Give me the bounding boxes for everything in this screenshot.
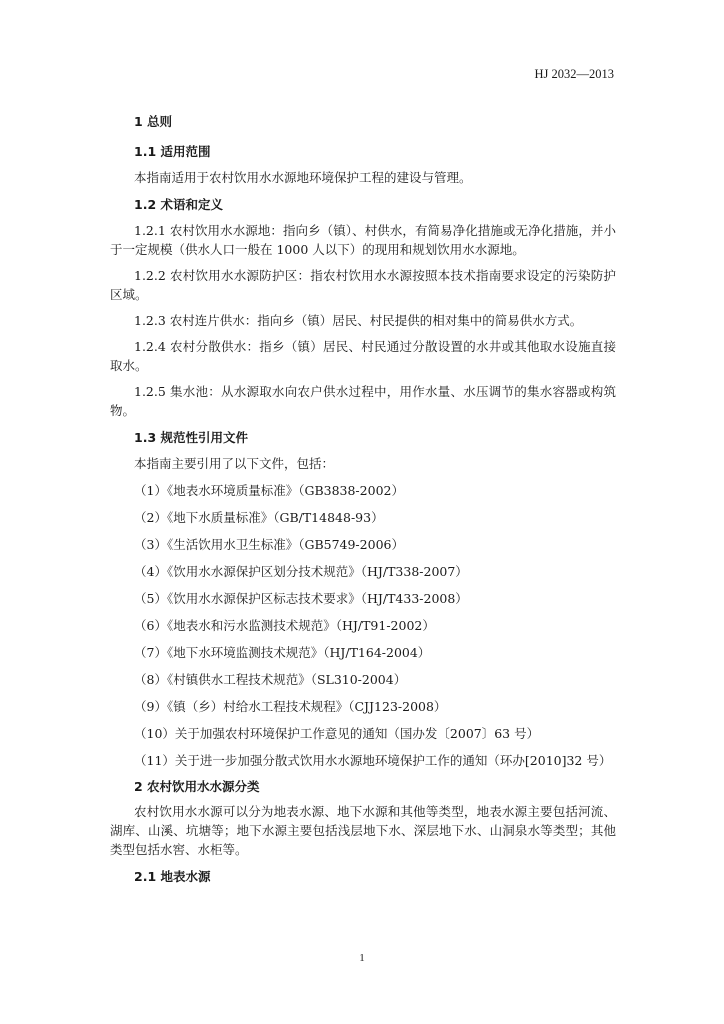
section-2-1-heading: 2.1 地表水源 [134, 869, 211, 884]
section-1-2-heading: 1.2 术语和定义 [134, 197, 223, 212]
term-1-2-5: 1.2.5 集水池：从水源取水向农户供水过程中，用作水量、水压调节的集水容器或构筑物。 [110, 384, 616, 418]
section-2-paragraph: 农村饮用水水源可以分为地表水源、地下水源和其他等类型，地表水源主要包括河流、湖库、山溪、坑塘等；地下水源主要包括浅层地下水、深层地下水、山洞泉水等类型；其他类型包括水窖、水柜等。 [110, 804, 616, 857]
reference-item: （11）关于进一步加强分散式饮用水水源地环境保护工作的通知（环办[2010]32 号） [134, 753, 612, 768]
term-1-2-1: 1.2.1 农村饮用水水源地：指向乡（镇）、村供水，有简易净化措施或无净化措施，并小于一定规模（供水人口一般在 1000 人以下）的现用和规划饮用水水源地。 [110, 223, 616, 257]
reference-item: （1）《地表水环境质量标准》（GB3838-2002） [134, 483, 404, 498]
reference-item: （3）《生活饮用水卫生标准》（GB5749-2006） [134, 537, 404, 552]
reference-list [110, 481, 616, 770]
document-code-header: HJ 2032—2013 [534, 67, 614, 81]
reference-item: （8）《村镇供水工程技术规范》（SL310-2004） [134, 672, 407, 687]
reference-item: （5）《饮用水水源保护区标志技术要求》（HJ/T433-2008） [134, 591, 468, 606]
section-1-3-heading: 1.3 规范性引用文件 [134, 430, 248, 445]
section-2-heading: 2 农村饮用水水源分类 [134, 779, 260, 794]
page-number: 1 [359, 952, 365, 964]
reference-item: （2）《地下水质量标准》（GB/T14848-93） [134, 510, 384, 525]
section-1-heading: 1 总则 [134, 114, 173, 129]
term-1-2-2: 1.2.2 农村饮用水水源防护区：指农村饮用水水源按照本技术指南要求设定的污染防护区域。 [110, 268, 616, 302]
term-1-2-4: 1.2.4 农村分散供水：指乡（镇）居民、村民通过分散设置的水井或其他取水设施直接取水。 [110, 339, 616, 373]
reference-item: （10）关于加强农村环境保护工作意见的通知（国办发〔2007〕63 号） [134, 726, 540, 741]
term-1-2-3: 1.2.3 农村连片供水：指向乡（镇）居民、村民提供的相对集中的简易供水方式。 [134, 313, 583, 328]
reference-item: （4）《饮用水水源保护区划分技术规范》（HJ/T338-2007） [134, 564, 468, 579]
reference-item: （6）《地表水和污水监测技术规范》（HJ/T91-2002） [134, 618, 435, 633]
reference-item: （7）《地下水环境监测技术规范》（HJ/T164-2004） [134, 645, 431, 660]
reference-item: （9）《镇（乡）村给水工程技术规程》（CJJ123-2008） [134, 699, 447, 714]
references-intro: 本指南主要引用了以下文件，包括： [134, 456, 335, 471]
section-1-1-paragraph: 本指南适用于农村饮用水水源地环境保护工程的建设与管理。 [134, 170, 472, 185]
document-body [110, 112, 616, 885]
section-1-1-heading: 1.1 适用范围 [134, 144, 211, 159]
